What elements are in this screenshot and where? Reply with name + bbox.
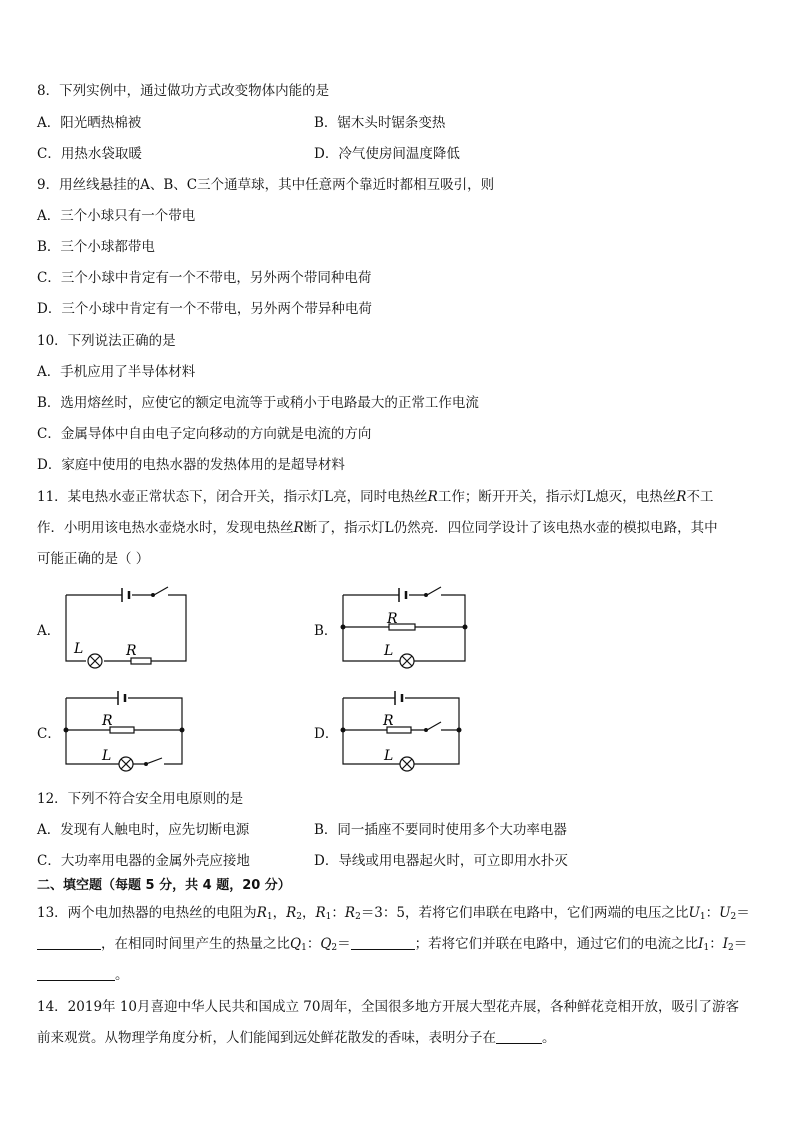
q8-option-a: A．阳光晒热棉被 <box>37 115 142 131</box>
q8-stem: 8．下列实例中，通过做功方式改变物体内能的是 <box>37 83 330 99</box>
q14-stem-line2: 前来观赏。从物理学角度分析，人们能闻到远处鲜花散发的香味，表明分子在 。 <box>37 1030 556 1046</box>
q10-option-d: D．家庭中使用的电热水器的发热体用的是超导材料 <box>37 457 345 473</box>
answer-blank-1[interactable] <box>37 935 101 950</box>
lamp-label-l: L <box>384 643 394 659</box>
q11-stem-line3: 可能正确的是（ ） <box>37 551 150 567</box>
q10-option-b: B．选用熔丝时，应使它的额定电流等于或稍小于电路最大的正常工作电流 <box>37 395 479 411</box>
q9-option-d: D．三个小球中肯定有一个不带电，另外两个带异种电荷 <box>37 301 372 317</box>
q8-option-d: D．冷气使房间温度降低 <box>314 146 460 162</box>
q9-option-a: A．三个小球只有一个带电 <box>37 208 196 224</box>
q13-stem-line1: 13．两个电加热器的电热丝的电阻为$R_1$，$R_2$，$R_1$：$R_2=3$：5，若将它们串联在电路中，它们两端的电压之比$U_1$：$U_2=$ <box>37 905 750 922</box>
q11-stem-line2: 作．小明用该电热水壶烧水时，发现电热丝R断了，指示灯L仍然亮．四位同学设计了该电热水壶的模拟电路，其中 <box>37 520 718 536</box>
resistor-label-r: R <box>126 643 137 659</box>
q9-option-c: C．三个小球中肯定有一个不带电，另外两个带同种电荷 <box>37 270 372 286</box>
resistor-label-r: R <box>387 611 398 627</box>
q9-option-b: B．三个小球都带电 <box>37 239 155 255</box>
circuit-b-label: B． <box>314 623 338 639</box>
q8-option-b: B．锯木头时锯条变热 <box>314 115 446 131</box>
q14-stem-line1: 14．2019年 10月喜迎中华人民共和国成立 70周年，全国很多地方开展大型花卉展，各种鲜花竞相开放，吸引了游客 <box>37 999 739 1015</box>
q12-stem: 12．下列不符合安全用电原则的是 <box>37 791 244 807</box>
circuit-b-diagram <box>337 585 472 671</box>
q10-stem: 10．下列说法正确的是 <box>37 333 176 349</box>
section-heading-fill-in: 二、填空题（每题 5 分，共 4 题，20 分） <box>37 878 291 893</box>
q9-stem: 9．用丝线悬挂的A、B、C三个通草球，其中任意两个靠近时都相互吸引，则 <box>37 177 495 193</box>
resistor-label-r: R <box>102 713 113 729</box>
q12-option-b: B．同一插座不要同时使用多个大功率电器 <box>314 822 567 838</box>
q10-option-c: C．金属导体中自由电子定向移动的方向就是电流的方向 <box>37 426 372 442</box>
q12-option-a: A．发现有人触电时，应先切断电源 <box>37 822 250 838</box>
circuit-c-diagram <box>60 688 195 774</box>
lamp-label-l: L <box>102 748 112 764</box>
circuit-a-label: A． <box>37 623 61 639</box>
circuit-a-diagram <box>60 585 195 671</box>
answer-blank-4[interactable] <box>496 1029 542 1044</box>
lamp-label-l: L <box>74 641 84 657</box>
q10-option-a: A．手机应用了半导体材料 <box>37 364 196 380</box>
q8-option-c: C．用热水袋取暖 <box>37 146 142 162</box>
q13-stem-line2: ，在相同时间里产生的热量之比$Q_1$：$Q_2=$ ；若将它们并联在电路中，通过它们的电流之比$I_1$：$I_2=$ <box>37 934 747 958</box>
circuit-d-diagram <box>337 688 472 774</box>
q13-stem-line3: 。 <box>37 965 129 985</box>
circuit-c-label: C． <box>37 726 61 742</box>
resistor-label-r: R <box>383 713 394 729</box>
q12-option-c: C．大功率用电器的金属外壳应接地 <box>37 853 250 869</box>
answer-blank-2[interactable] <box>351 935 415 950</box>
answer-blank-3[interactable] <box>37 966 115 981</box>
circuit-d-label: D． <box>314 726 339 742</box>
lamp-label-l: L <box>384 748 394 764</box>
q11-stem-line1: 11．某电热水壶正常状态下，闭合开关，指示灯L亮，同时电热丝R工作；断开开关，指示灯L熄灭，电热丝R不工 <box>37 489 714 505</box>
q12-option-d: D．导线或用电器起火时，可立即用水扑灭 <box>314 853 568 869</box>
